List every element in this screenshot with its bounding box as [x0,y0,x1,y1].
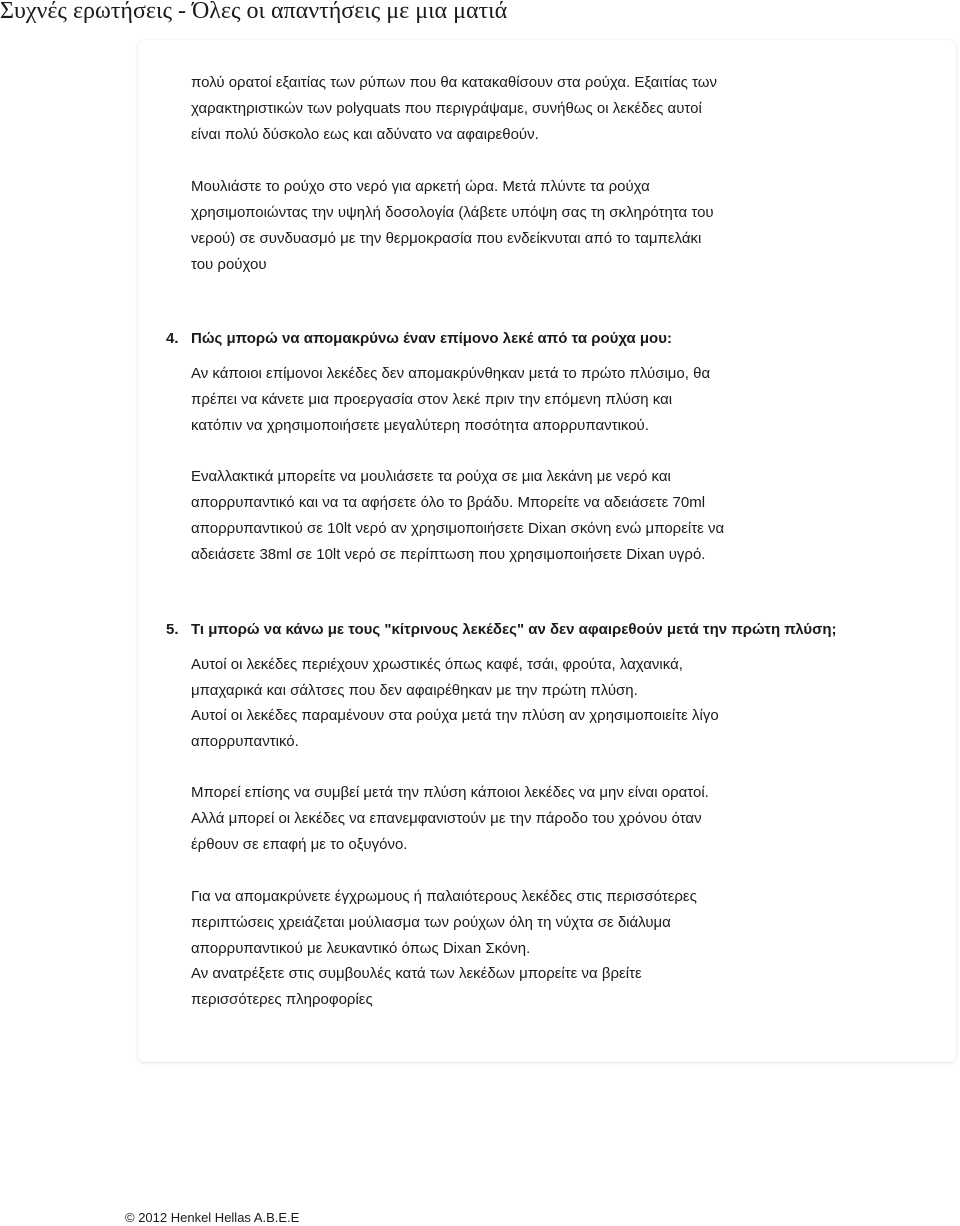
question-number: 4. [166,330,179,347]
paragraph-line: Μουλιάστε το ρούχο στο νερό για αρκετή ώρα. Μετά πλύντε τα ρούχα [191,178,650,195]
paragraph-line: Εναλλακτικά μπορείτε να μουλιάσετε τα ρούχα σε μια λεκάνη με νερό και [191,468,671,485]
paragraph-line: Αν ανατρέξετε στις συμβουλές κατά των λεκέδων μπορείτε να βρείτε [191,965,642,982]
paragraph-line: Αυτοί οι λεκέδες περιέχουν χρωστικές όπως καφέ, τσάι, φρούτα, λαχανικά, [191,656,683,673]
paragraph-line: απορρυπαντικό και να τα αφήσετε όλο το βράδυ. Μπορείτε να αδειάσετε 70ml [191,494,706,511]
paragraph-line: Αν κάποιοι επίμονοι λεκέδες δεν απομακρύνθηκαν μετά το πρώτο πλύσιμο, θα [191,365,711,382]
paragraph-line: χαρακτηριστικών των polyquats που περιγράψαμε, συνήθως οι λεκέδες αυτοί [191,100,702,117]
paragraph-line: πρέπει να κάνετε μια προεργασία στον λεκέ πριν την επόμενη πλύση και [191,391,673,408]
paragraph-line: απορρυπαντικού σε 10lt νερό αν χρησιμοποιήσετε Dixan σκόνη ενώ μπορείτε να [191,520,725,537]
paragraph-line: αδειάσετε 38ml σε 10lt νερό σε περίπτωση που χρησιμοποιήσετε Dixan υγρό. [191,546,706,563]
faq-question-5 [166,620,926,640]
paragraph-line: κατόπιν να χρησιμοποιήσετε μεγαλύτερη ποσότητα απορρυπαντικού. [191,417,649,434]
copyright-footer: © 2012 Henkel Hellas A.B.E.E [125,1210,300,1225]
paragraph-line: μπαχαρικά και σάλτσες που δεν αφαιρέθηκαν με την πρώτη πλύση. [191,682,638,699]
paragraph-line: Μπορεί επίσης να συμβεί μετά την πλύση κάποιοι λεκέδες να μην είναι ορατοί. [191,784,709,801]
question-text: Τι μπορώ να κάνω με τους "κίτρινους λεκέδες" αν δεν αφαιρεθούν μετά την πρώτη πλύση; [191,621,837,638]
paragraph-line: είναι πολύ δύσκολο εως και αδύνατο να αφαιρεθούν. [191,126,539,143]
paragraph-line: Για να απομακρύνετε έγχρωμους ή παλαιότερους λεκέδες στις περισσότερες [191,888,697,905]
paragraph-line: περιπτώσεις χρειάζεται μούλιασμα των ρούχων όλη τη νύχτα σε διάλυμα [191,914,671,931]
page-title: Συχνές ερωτήσεις - Όλες οι απαντήσεις με μια ματιά [0,0,508,24]
paragraph-line: Αυτοί οι λεκέδες παραμένουν στα ρούχα μετά την πλύση αν χρησιμοποιείτε λίγο [191,707,719,724]
paragraph-line: έρθουν σε επαφή με το οξυγόνο. [191,836,408,853]
question-text: Πώς μπορώ να απομακρύνω έναν επίμονο λεκέ από τα ρούχα μου: [191,330,672,347]
question-number: 5. [166,621,179,638]
paragraph-line: περισσότερες πληροφορίες [191,991,373,1008]
paragraph-line: χρησιμοποιώντας την υψηλή δοσολογία (λάβετε υπόψη σας τη σκληρότητα του [191,204,714,221]
paragraph-line: πολύ ορατοί εξαιτίας των ρύπων που θα κατακαθίσουν στα ρούχα. Εξαιτίας των [191,74,717,91]
paragraph-line: απορρυπαντικό. [191,733,299,750]
paragraph-line: απορρυπαντικού με λευκαντικό όπως Dixan Σκόνη. [191,940,531,957]
paragraph-line: νερού) σε συνδυασμό με την θερμοκρασία που ενδείκνυται από το ταμπελάκι [191,230,702,247]
paragraph-line: του ρούχου [191,256,267,273]
paragraph-line: Αλλά μπορεί οι λεκέδες να επανεμφανιστούν με την πάροδο του χρόνου όταν [191,810,702,827]
faq-question-4 [166,329,786,349]
